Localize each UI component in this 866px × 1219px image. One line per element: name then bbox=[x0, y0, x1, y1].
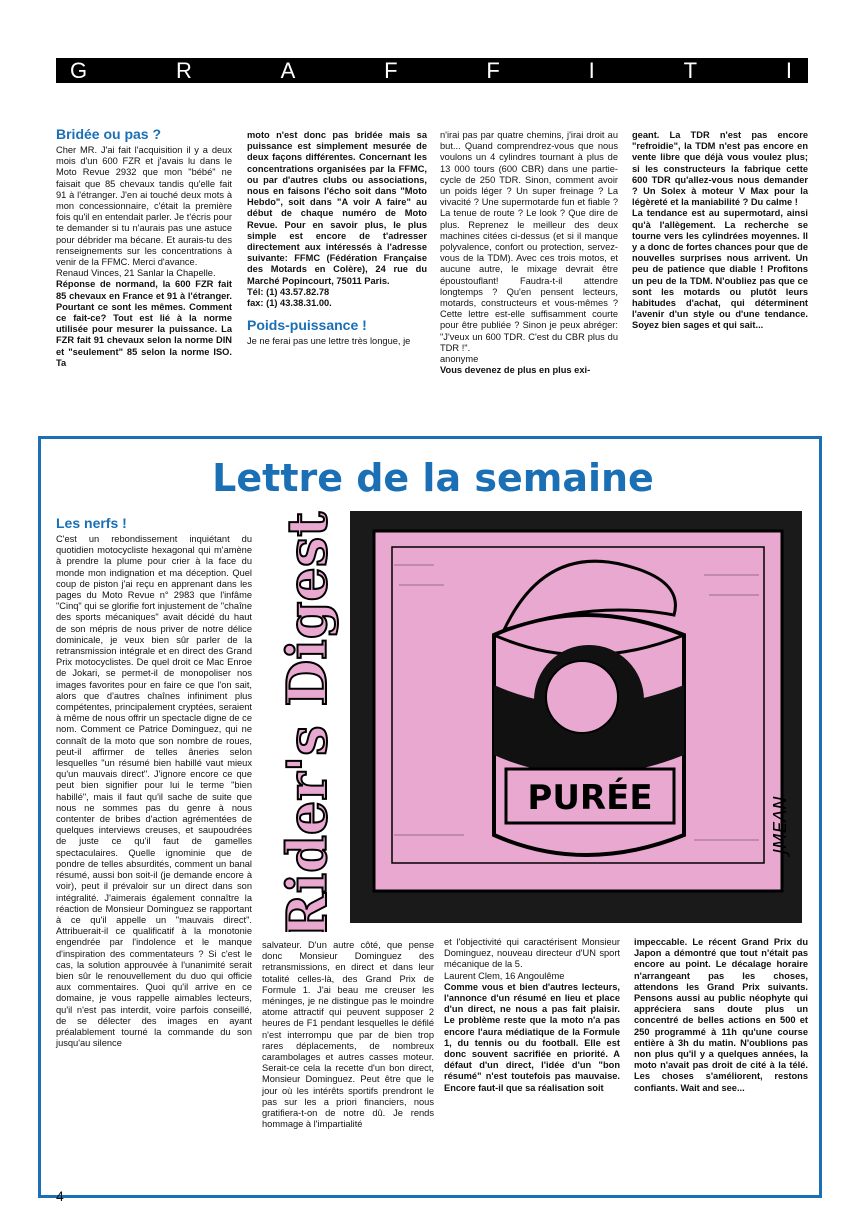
top-column-2 bbox=[247, 130, 427, 347]
lettre-column-4 bbox=[634, 937, 808, 1094]
answer-text: La tendance est au supermotard, ainsi qu'à l'allègement. La recherche se tourne vers les cylindrées moyennes. Il y a donc de fortes chances pour que de nouvelles surprises nous arrivent. Un peu de patience que diable ! Profitons un peu de la TDM. N'oubliez pas que ce sont les motards ou plutôt leurs habitudes d'achat, qui déterminent l'avenir d'un style ou d'une tendance. Soyez bien sages et qui sait... bbox=[632, 208, 808, 331]
banner-letter: I bbox=[785, 57, 794, 83]
illustration bbox=[264, 505, 808, 932]
banner-letter: I bbox=[588, 57, 597, 83]
answer-text: geant. La TDR n'est pas encore "refroidie", la TDM n'est pas encore en vente libre que déjà vous voulez plus; si les constructeurs la fabrique cette 600 TDR qu'allez-vous nous demander ? Un Solex à moteur V Max pour la légèreté et la maniabilité ? Du calme ! bbox=[632, 130, 808, 208]
letter-signature: anonyme bbox=[440, 354, 479, 365]
answer-text: moto n'est donc pas bridée mais sa puissance est simplement mesurée de deux façons différentes. Concernant les concentrations organisées par la FFMC, ou par d'autres clubs ou associations, nous en faisons l'écho soit dans "Moto Hebdo", soit dans "A voir A faire" au début de chaque numéro de Moto Revue. Pour en savoir plus, le plus simple est encore de t'adresser directement aux intéressés à l'adresse suivante: FFMC (Fédération Française des Motards en Colère), 24 rue du Marché Popincourt, 75011 Paris. bbox=[247, 130, 427, 286]
heading-poids-puissance: Poids-puissance ! bbox=[247, 317, 367, 334]
answer-fax: fax: (1) 43.38.31.00. bbox=[247, 298, 332, 309]
answer-text: Vous devenez de plus en plus exi- bbox=[440, 365, 591, 376]
heading-les-nerfs: Les nerfs ! bbox=[56, 515, 127, 531]
letter-text: et l'objectivité qui caractérisent Monsieur Dominguez, nouveau directeur d'UN sport mécanique de la 5. bbox=[444, 937, 620, 970]
lettre-column-3 bbox=[444, 937, 620, 1094]
banner-letter: R bbox=[175, 57, 194, 83]
letter-text: salvateur. D'un autre côté, que pense donc Monsieur Dominguez des retransmissions, en direct et dans leur totalité celles-là, des Grand Prix de Formule 1. J'ai beau me creuser les méninges, je ne distingue pas le moindre atome attractif qui peuvent supposer 2 heures de F1 pendant lesquelles le défilé n'est interrompu que par de bien trop rares déplacements, de nombreux carambolages et autres casses moteur. Serait-ce cela la recette d'un bon direct, Monsieur Dominguez. Peut être que le jour où les intérêts sportifs prendront le pas sur les a priori financiers, nous gratifiera-t-on de notre dû. Je rends hommage à l'impartialité bbox=[262, 940, 434, 1130]
top-column-3 bbox=[440, 130, 618, 376]
letter-text: Je ne ferai pas une lettre très longue, je bbox=[247, 336, 411, 347]
letter-text: Cher MR. J'ai fait l'acquisition il y a deux mois d'un 600 FZR et j'avais lu dans le Moto Revue 2932 que mon "bébé" ne faisait que 85 chevaux tandis qu'elle fait 91 à l'étranger. J'en ai touché deux mots à mon concessionnaire, c'était la première fois qu'il en entendait parler. Je t'écris pour te demander si tu n'aurais pas une astuce pour débrider ma bécane. Et aurais-tu des renseignements sur les concentrations à venir de la FFMC. Merci d'avance. bbox=[56, 145, 232, 268]
rider-digest-illustration bbox=[264, 505, 808, 932]
lettre-column-1 bbox=[56, 515, 252, 1049]
heading-bridee: Bridée ou pas ? bbox=[56, 126, 162, 142]
top-column-1 bbox=[56, 126, 232, 369]
answer-text: Comme vous et bien d'autres lecteurs, l'annonce d'un résumé en lieu et place d'un direct, ne nous a pas fait plaisir. Le problème reste que la moto n'a pas encore l'aura médiatique de la Formule 1, du tennis ou du football. Elle est donc souvent sacrifiée en priorité. A défaut d'un direct, l'idée d'un "bon résumé" n'est toutefois pas mauvaise. Encore faut-il que sa réalisation soit bbox=[444, 981, 620, 1093]
lettre-column-2 bbox=[262, 940, 434, 1130]
banner-letter: F bbox=[384, 57, 400, 83]
puree-can bbox=[494, 561, 684, 855]
artist-signature bbox=[770, 796, 791, 857]
page-number: 4 bbox=[56, 1188, 64, 1204]
banner-letter: T bbox=[683, 57, 700, 83]
answer-text: Réponse de normand, la 600 FZR fait 85 chevaux en France et 91 à l'étranger. Pourtant ce sont les mêmes. Comment ce fait-ce? Tout est lié à la norme utilisée pour mesurer la puissance. La FZR fait 91 chevaux selon la norme DIN et "seulement" 85 selon la norme ISO. Ta bbox=[56, 279, 232, 368]
letter-signature: Laurent Clem, 16 Angoulême bbox=[444, 970, 565, 981]
answer-text: impeccable. Le récent Grand Prix du Japon a démontré que tout n'était pas encore au point. Le décalage horaire n'arrangeant pas les choses, attendons les Grand Prix suivants. Pensons aussi au public néophyte qui appréciera sans doute plus un concentré de belles actions en 500 et 250 programmé à 11h qu'une course entière à 3h du matin. N'oublions pas non plus qu'il y a quelques années, la moto n'avait pas droit de cité à la télé. Les choses s'améliorent, restons confiants. Wait and see... bbox=[634, 937, 808, 1093]
graffiti-banner bbox=[56, 58, 808, 83]
svg-text:Rider's Digest: Rider's Digest bbox=[275, 511, 339, 932]
answer-tel: Tél: (1) 43.57.82.78 bbox=[247, 286, 330, 297]
letter-text: n'irai pas par quatre chemins, j'irai droit au but... Quand comprendrez-vous que nous voulons un 4 cylindres tournant à plus de 13 000 tours (600 CBR) dans une partie-cycle de 250 TDR. Sinon, comment avoir un poids léger ? Un super freinage ? La vivacité ? Une supermotarde fun et fiable ? La tenue de route ? Le look ? Que dire de plus. Reprenez le meilleur des deux machines citées ci-dessus (et si il manque polyvalence, confort ou protection, servez-vous de la TDM). Avec ces trois motos, et aucune autre, le mixage devrait être époustouflant! Faudra-t-il attendre longtemps ? Qu'en pensent lecteurs, motards, constructeurs et vous-mêmes ? Cette lettre est-elle suffisamment courte pour être publiée ? Sinon je peux abréger: "J'veux un 600 TDR. C'est du CBR plus du TDR !". bbox=[440, 130, 618, 353]
lettre-title: Lettre de la semaine bbox=[212, 456, 654, 500]
letter-text: C'est un rebondissement inquiétant du quotidien motocycliste hexagonal qui m'amène à prendre la plume pour crier à la face du monde mon indignation et ma déception. Quel coup de piston j'ai reçu en apprenant dans les pages du Moto Revue n° 2983 que l'infâme "Cinq" qui se glorifie fort injustement de "chaîne des sports mécaniques" avait décidé du haut de son mépris de nous priver de notre délice dominicale, je veux bien sûr parler de la retransmission intégrale et en direct des Grand Prix motocyclistes. De quel droit ce Mac Enroe de Jokari, se permet-il de monopoliser nos images favorites pour en faire ce que l'on sait, alors que d'autres chaînes infiniment plus compétentes, principalement cryptées, seraient à même de nous offrir un spectacle digne de ce nom. Comment ce Patrice Dominguez, qui ne connaît de la moto que son nombre de roues, peut-il affirmer de telles âneries selon lesquelles "un résumé bien habillé vaut mieux qu'un mauvais direct". J'ignore encore ce que peut bien signifier pour lui le terme "bien habillé", mais il faut qu'il sache de suite que nous ne sommes pas du genre à nous contenter de bribes d'action agrémentées de quelques interviews creuses, et saupoudrées de juste ce qu'il faut de gamelles spectaculaires. Quelle ignominie que de pondre de telles absurdités, comment un banal résumé, aussi bon soit-il (je demande encore à voir), peut il prévaloir sur un direct dans son intégralité. J'aimerais également connaître la réaction de Monsieur Dominguez se rapportant à ce qu'il appelle un "mauvais direct". Attribuerait-il ce qualificatif à la monotonie engendrée par l'indolence et le manque d'inspiration des commentateurs ? Si c'est le cas, la solution approuvée à l'unanimité serait bien sûr le renouvellement du duo qui officie aux commentaires. Quoi qu'il arrive en ce domaine, je vous rappelle aimables lecteurs, qu'il n'est pas interdit, voire parfois conseillé, de se délecter des images en ayant préalablement tourné la commande du son jusqu'au silence bbox=[56, 534, 252, 1049]
banner-letter: A bbox=[280, 57, 298, 83]
letter-signature: Renaud Vinces, 21 Sanlar la Chapelle. bbox=[56, 268, 216, 279]
top-column-4 bbox=[632, 130, 808, 332]
riders-digest-lettering bbox=[275, 512, 339, 932]
banner-letter: F bbox=[486, 57, 502, 83]
can-label: PURÉE bbox=[527, 778, 653, 818]
banner-letter: G bbox=[70, 57, 90, 83]
svg-text:JMEAN: JMEAN bbox=[770, 796, 791, 854]
